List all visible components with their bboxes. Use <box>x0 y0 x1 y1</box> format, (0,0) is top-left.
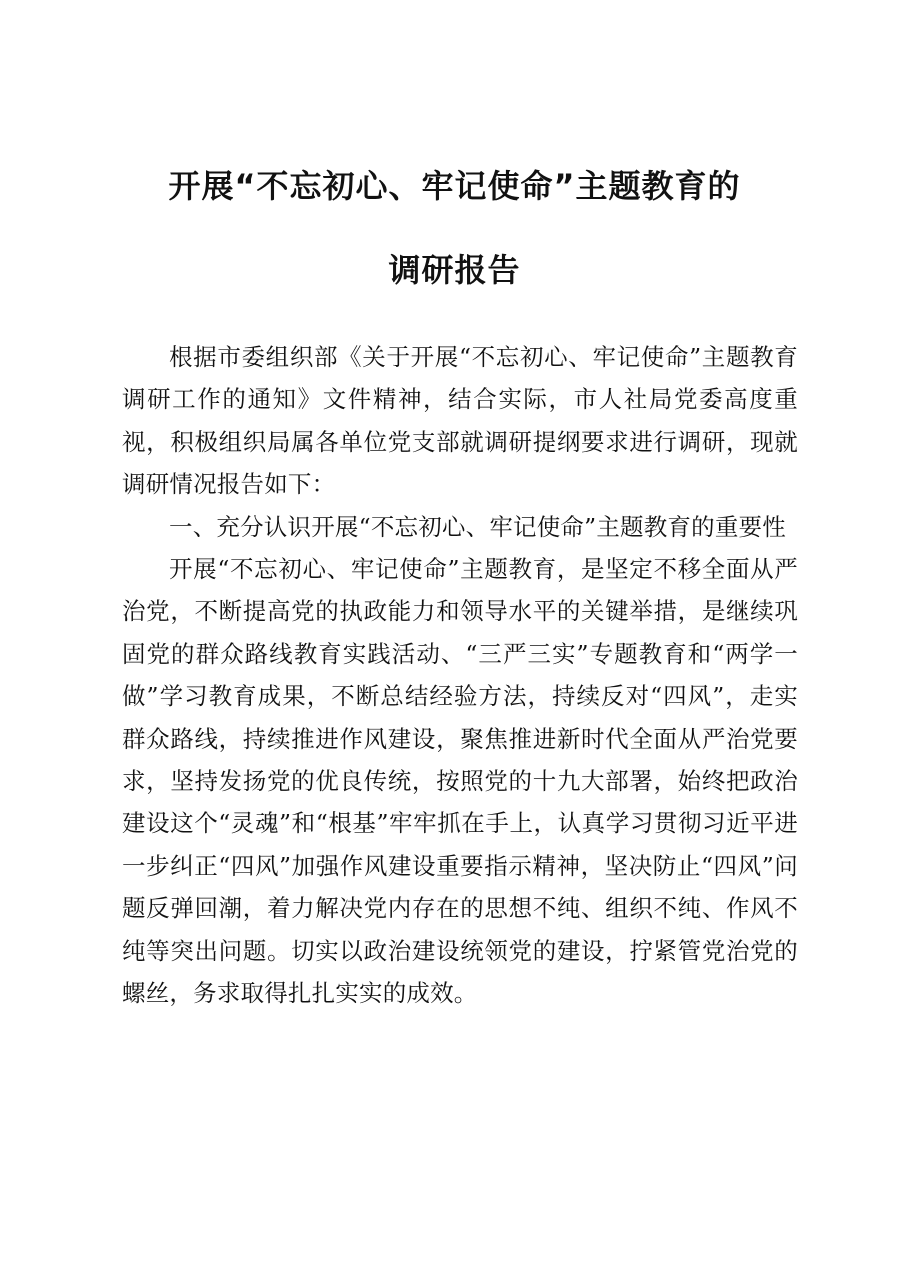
document-title-line-1: 开展“不忘初心、牢记使命”主题教育的 <box>168 167 741 205</box>
section-heading-1: 一、充分认识开展“不忘初心、牢记使命”主题教育的重要性 <box>169 512 786 541</box>
document-title-line-2: 调研报告 <box>388 251 521 289</box>
paragraph-section-1: 开展“不忘初心、牢记使命”主题教育，是坚定不移全面从严治党，不断提高党的执政能力和领导水平的关键举措，是继续巩固党的群众路线教育实践活动、“三严三实”专题教育和“两学一做”学习教育成果，不断总结经验方法，持续反对“四风”，走实群众路线，持续推进作风建设，聚焦推进新时代全面从严治党要求，坚持发扬党的优良传统，按照党的十九大部署，始终把政治建设这个“灵魂”和“根基”牢牢抓在手上，认真学习贯彻习近平进一步纠正“四风”加强作风建设重要指示精神，坚决防止“四风”问题反弹回潮，着力解决党内存在的思想不纯、组织不纯、作风不纯等突出问题。切实以政治建设统领党的建设，拧紧管党治党的螺丝，务求取得扎扎实实的成效。 <box>122 555 798 1008</box>
document-body <box>122 336 798 1015</box>
paragraph-intro: 根据市委组织部《关于开展“不忘初心、牢记使命”主题教育调研工作的通知》文件精神，结合实际，市人社局党委高度重视，积极组织局属各单位党支部就调研提纲要求进行调研，现就调研情况报告如下： <box>122 343 798 499</box>
